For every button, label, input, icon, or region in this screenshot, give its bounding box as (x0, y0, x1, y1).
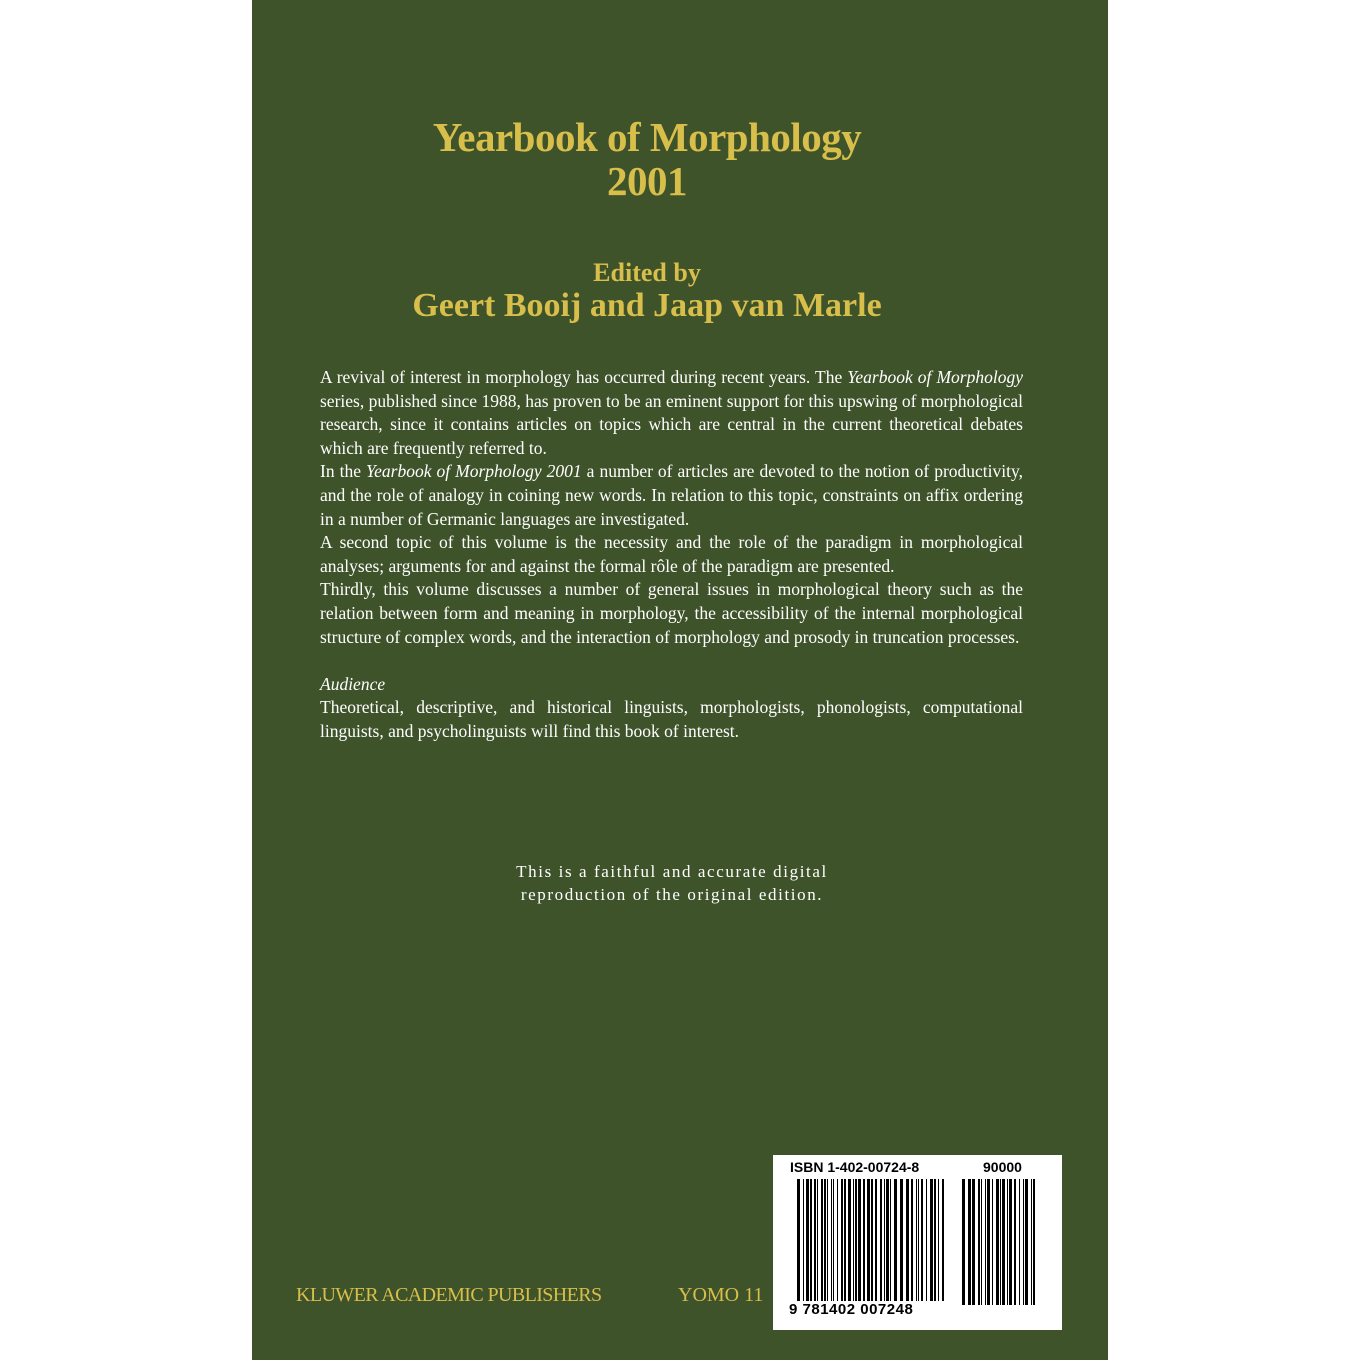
addon-barcode-bars (962, 1179, 1038, 1305)
barcode-bar (810, 1179, 812, 1301)
barcode-bar (880, 1179, 882, 1301)
barcode-bar (841, 1179, 843, 1301)
barcode-bar (934, 1179, 936, 1301)
blurb-p2-title: Yearbook of Morphology 2001 (366, 461, 582, 482)
barcode-bar (853, 1179, 854, 1301)
barcode-bar (867, 1179, 870, 1301)
barcode-bar (875, 1179, 877, 1301)
barcode-bar (987, 1179, 990, 1305)
barcode-bar (858, 1179, 861, 1301)
barcode-bar (981, 1179, 982, 1305)
barcode-bar (918, 1179, 919, 1301)
blurb-p2-text-a: In the (320, 461, 366, 482)
barcode-bar (844, 1179, 846, 1301)
barcode-bar (803, 1179, 804, 1301)
barcode-bar (886, 1179, 889, 1301)
barcode-bar (797, 1179, 800, 1301)
barcode-bar (884, 1179, 885, 1301)
title-line-2: 2001 (607, 158, 687, 204)
barcode-bar (911, 1179, 913, 1301)
barcode-bar (833, 1179, 834, 1301)
barcode-bar (978, 1179, 980, 1305)
barcode-bar (863, 1179, 865, 1301)
barcode-bar (1014, 1179, 1016, 1305)
barcode-bar (906, 1179, 909, 1301)
barcode-bar (817, 1179, 818, 1301)
barcode-bar (848, 1179, 851, 1301)
barcode-bar (996, 1179, 999, 1305)
barcode-bar (827, 1179, 828, 1301)
barcode-bar (821, 1179, 823, 1301)
barcode-bar (1007, 1179, 1008, 1305)
barcode-bar (1025, 1179, 1028, 1305)
blurb-p1-series-name: Yearbook of Morphology (847, 367, 1023, 387)
barcode-bar (837, 1179, 838, 1301)
barcode-bar (894, 1179, 897, 1301)
series-code: YOMO 11 (678, 1284, 764, 1306)
barcode-bar (930, 1179, 933, 1301)
barcode-bar (855, 1179, 857, 1301)
title-line-1: Yearbook of Morphology (432, 114, 862, 160)
blurb-paragraph-2 (320, 460, 1023, 531)
blurb-paragraph-4: Thirdly, this volume discusses a number of general issues in morphological theory such as the relation between form and meaning in morphology, the accessibility of the internal morphological structure of complex words, and the interaction of morphology and prosody in truncation processes. (320, 579, 1023, 647)
barcode-bar (926, 1179, 927, 1301)
barcode-bar (985, 1179, 986, 1305)
barcode-bar (916, 1179, 917, 1301)
barcode-bar (942, 1179, 944, 1301)
blurb-p2-text-b: a number of articles are devoted to the notion of productivity, and the role of analogy in coining new words. In relation to this topic, constraints on affix ordering in a number of Germanic languages are investigated. (320, 461, 1023, 529)
barcode-bar (1023, 1179, 1024, 1305)
barcode-bar (968, 1179, 971, 1305)
barcode-bar (831, 1179, 832, 1301)
barcode-bar (1009, 1179, 1012, 1305)
reproduction-note-line-1: This is a faithful and accurate digital (516, 862, 828, 881)
reproduction-note-line-2: reproduction of the original edition. (520, 885, 824, 904)
barcode-bar (890, 1179, 891, 1301)
audience-text: Theoretical, descriptive, and historical linguists, morphologists, phonologists, computational linguists, and psycholinguists will find this book of interest. (320, 697, 1023, 741)
editors-names: Geert Booij and Jaap van Marle (412, 287, 882, 324)
barcode-bar (1019, 1179, 1020, 1305)
barcode-bar (900, 1179, 903, 1301)
barcode-bar (871, 1179, 873, 1301)
barcode-bar (814, 1179, 816, 1301)
publisher-name: KLUWER ACADEMIC PUBLISHERS (296, 1284, 602, 1306)
barcode-bar (824, 1179, 826, 1301)
barcode-bar (938, 1179, 939, 1301)
ean-digits: 9 781402 007248 (789, 1301, 914, 1318)
ean-barcode-bars (797, 1179, 950, 1301)
book-back-cover (252, 0, 1108, 1360)
price-addon-text: 90000 (983, 1159, 1022, 1175)
audience-heading: Audience (320, 673, 386, 694)
blurb-paragraph-3: A second topic of this volume is the necessity and the role of the paradigm in morphological analyses; arguments for and against the formal rôle of the paradigm are presented. (320, 532, 1023, 576)
barcode-bar (1002, 1179, 1005, 1305)
edited-by-label: Edited by (593, 258, 701, 287)
barcode-bar (921, 1179, 923, 1301)
barcode-bar (806, 1179, 809, 1301)
barcode-bar (972, 1179, 975, 1305)
blurb-paragraph-1 (320, 366, 1023, 460)
blurb-p1-text-b: series, published since 1988, has proven to be an eminent support for this upswing of morphological research, since it contains articles on topics which are central in the current theoretical debates which are frequently referred to. (320, 390, 1023, 458)
book-title (252, 115, 1042, 203)
description-text (320, 366, 1023, 744)
barcode-bar (1031, 1179, 1032, 1305)
barcode-bar (962, 1179, 965, 1305)
isbn-text: ISBN 1-402-00724-8 (790, 1159, 920, 1175)
barcode-bar (992, 1179, 993, 1305)
reproduction-note (252, 860, 1092, 906)
barcode-bar (1000, 1179, 1001, 1305)
barcode-bar (1033, 1179, 1035, 1305)
barcode-label (773, 1155, 1062, 1330)
blurb-p1-text-a: A revival of interest in morphology has occurred during recent years. The (320, 367, 848, 387)
